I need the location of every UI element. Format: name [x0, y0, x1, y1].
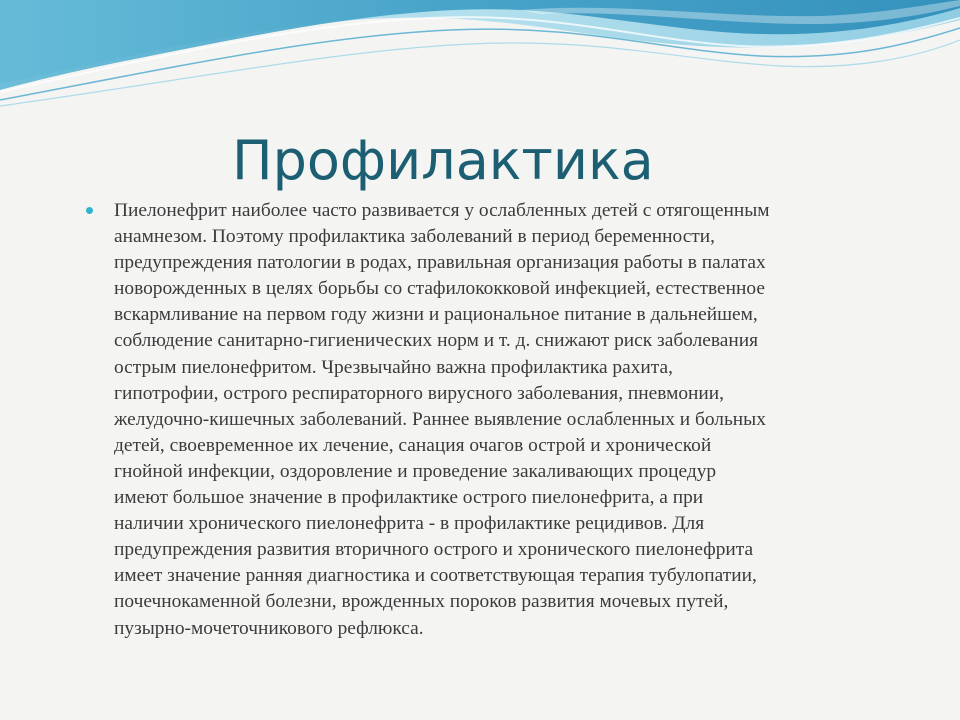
bullet-dot-icon	[86, 207, 93, 214]
slide-body-paragraph: Пиелонефрит наиболее часто развивается у ослабленных детей с отягощенным анамнезом. Поэтому профилактика заболеваний в период беременности, предупреждения патологии в родах, правильная организация работы в палатах новорожденных в целях борьбы со стафилококковой инфекцией, естественное вскармливание на первом году жизни и рациональное питание в дальнейшем, соблюдение санитарно-гигиенических норм и т. д. снижают риск заболевания острым пиелонефритом. Чрезвычайно важна профилактика рахита, гипотрофии, острого респираторного вирусного заболевания, пневмонии, желудочно-кишечных заболеваний. Раннее выявление ослабленных и больных детей, своевременное их лечение, санация очагов острой и хронической гнойной инфекции, оздоровление и проведение закаливающих процедур имеют большое значение в профилактике острого пиелонефрита, а при наличии хронического пиелонефрита - в профилактике рецидивов. Для предупреждения развития вторичного острого и хронического пиелонефрита имеет значение ранняя диагностика и соответствующая терапия тубулопатии, почечнокаменной болезни, врожденных пороков развития мочевых путей, пузырно-мочеточникового рефлюкса.	[114, 200, 770, 639]
decorative-wave-banner	[0, 0, 960, 120]
slide-title: Профилактика	[232, 129, 654, 192]
